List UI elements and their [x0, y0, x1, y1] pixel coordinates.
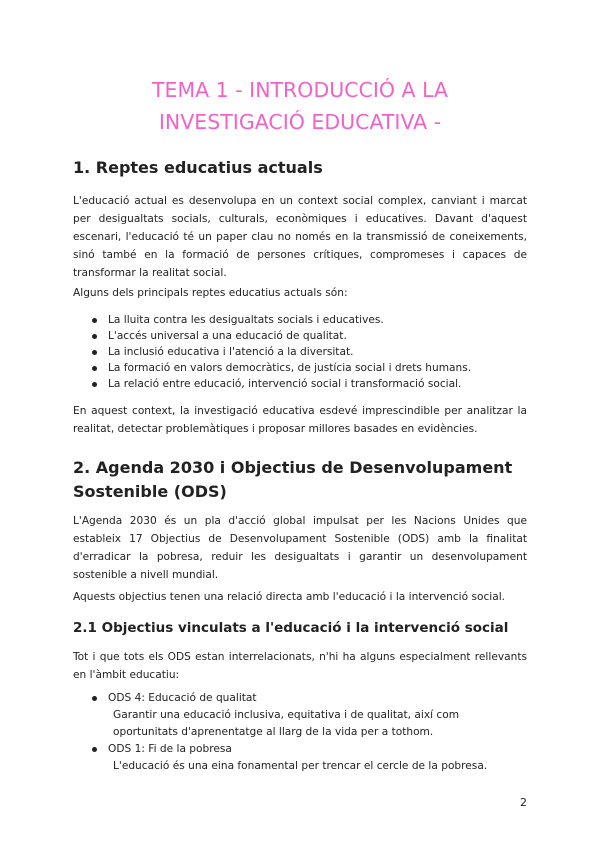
list-item: La relació entre educació, intervenció social i transformació social. — [73, 376, 527, 392]
list-item: La lluita contra les desigualtats socials i educatives. — [73, 312, 527, 328]
ods-label: ODS 1: Fi de la pobresa — [108, 743, 232, 755]
title-line-2: INVESTIGACIÓ EDUCATIVA - — [158, 110, 442, 134]
bullet-icon — [92, 350, 97, 355]
challenges-list — [73, 312, 527, 392]
bullet-icon — [92, 318, 97, 323]
ods-label: ODS 4: Educació de qualitat — [108, 692, 257, 704]
document-title — [73, 74, 527, 138]
bullet-icon — [92, 382, 97, 387]
section-1-paragraph-2: Alguns dels principals reptes educatius actuals són: — [73, 287, 348, 299]
page-number: 2 — [520, 796, 527, 809]
section-2-paragraph-2: Aquests objectius tenen una relació directa amb l'educació i la intervenció social. — [73, 591, 506, 603]
list-item: La inclusió educativa i l'atenció a la diversitat. — [73, 344, 527, 360]
bullet-icon — [92, 366, 97, 371]
subsection-2-1-heading: 2.1 Objectius vinculats a l'educació i la intervenció social — [73, 620, 509, 636]
list-item: La formació en valors democràtics, de justícia social i drets humans. — [73, 360, 527, 376]
section-2-heading: 2. Agenda 2030 i Objectius de Desenvolupament Sostenible (ODS) — [73, 458, 513, 501]
list-item — [73, 741, 527, 775]
subsection-2-1-paragraph: Tot i que tots els ODS estan interrelacionats, n'hi ha alguns especialment rellevants en l'àmbit educatiu: — [73, 651, 527, 681]
ods-description: Garantir una educació inclusiva, equitativa i de qualitat, així com oportunitats d'aprenentatge al llarg de la vida per a tothom. — [113, 709, 460, 738]
title-line-1: TEMA 1 - INTRODUCCIÓ A LA — [151, 78, 449, 102]
bullet-icon — [92, 747, 97, 752]
bullet-icon — [92, 696, 97, 701]
ods-description: L'educació és una eina fonamental per trencar el cercle de la pobresa. — [113, 760, 488, 772]
ods-list — [73, 690, 527, 775]
section-1-paragraph-3: En aquest context, la investigació educativa esdevé imprescindible per analitzar la realitat, detectar problemàtiques i proposar millores basades en evidències. — [73, 405, 527, 435]
section-2-paragraph-1: L'Agenda 2030 és un pla d'acció global impulsat per les Nacions Unides que estableix 17 Objectius de Desenvolupament Sostenible (ODS) amb la finalitat d'erradicar la pobresa, reduir les desigualtats i garantir un desenvolupament sostenible a nivell mundial. — [73, 515, 527, 581]
section-1-paragraph-1: L'educació actual es desenvolupa en un context social complex, canviant i marcat per desigualtats socials, culturals, econòmiques i educatives. Davant d'aquest escenari, l'educació té un paper clau no només en la transmissió de coneixements, sinó també en la formació de persones crítiques, compromeses i capaces de transformar la realitat social. — [73, 195, 527, 279]
list-item — [73, 690, 527, 741]
section-1-heading: 1. Reptes educatius actuals — [73, 158, 323, 177]
list-item: L'accés universal a una educació de qualitat. — [73, 328, 527, 344]
bullet-icon — [92, 334, 97, 339]
